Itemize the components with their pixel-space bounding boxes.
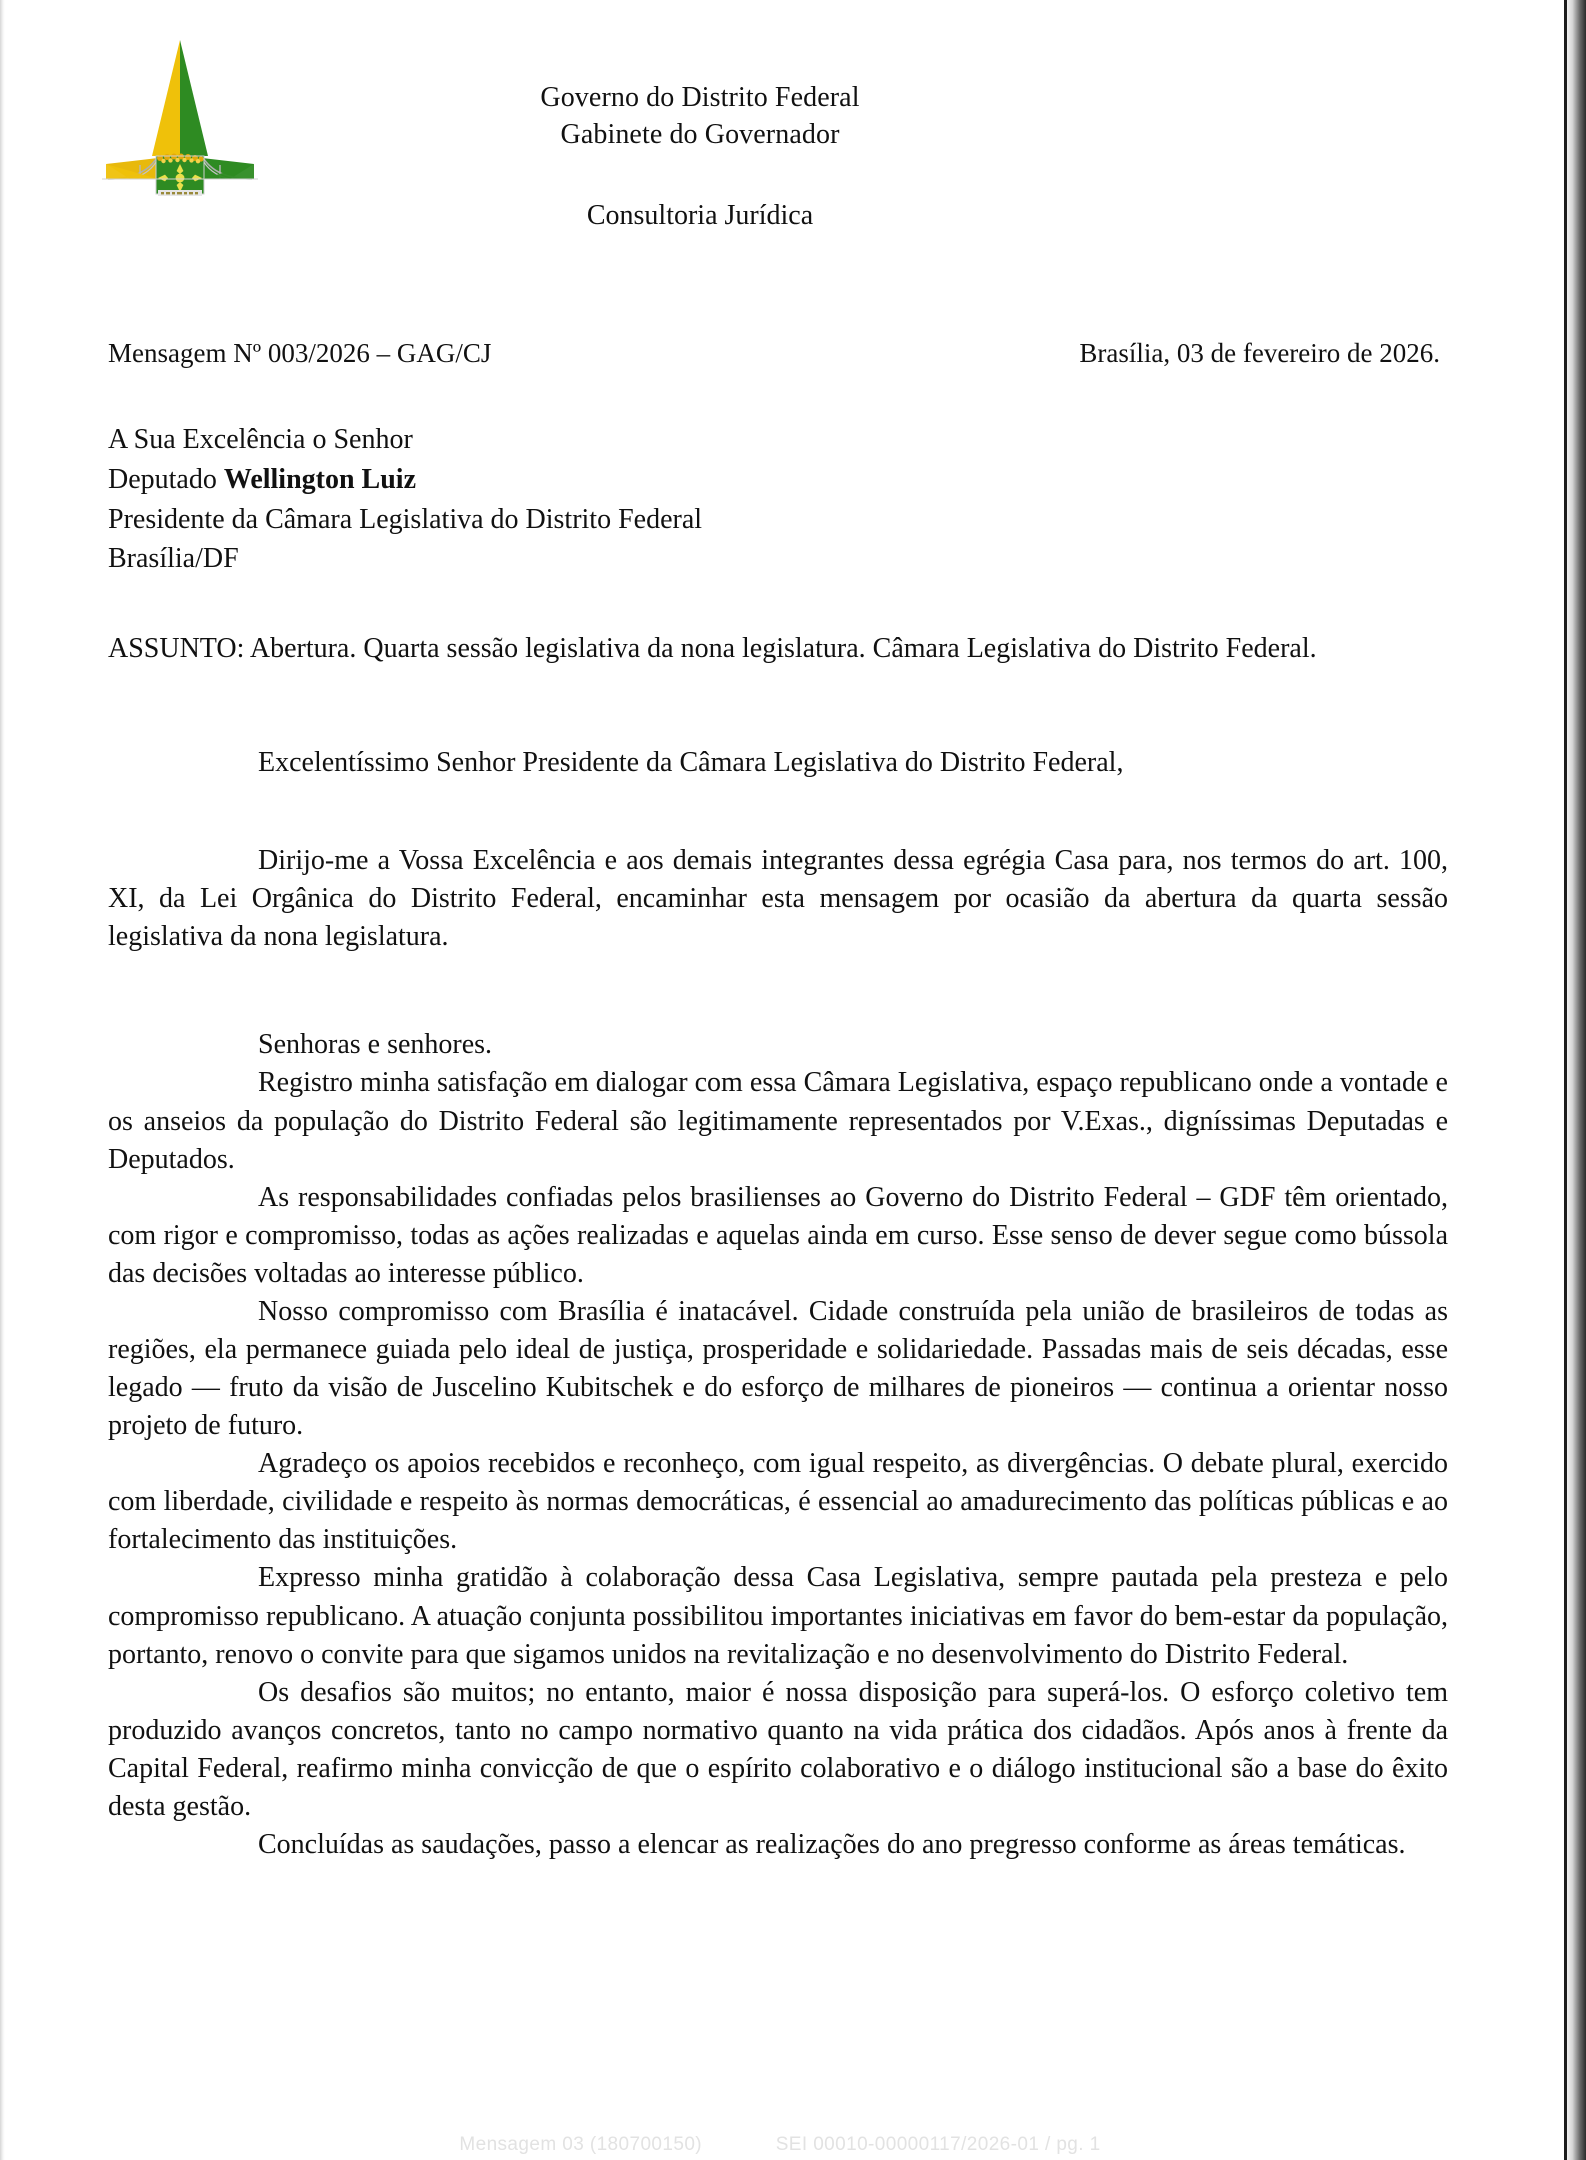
document-meta-row [108,338,1440,369]
place-and-date: Brasília, 03 de fevereiro de 2026. [1079,338,1440,368]
addressee-name-line [108,460,702,500]
body-paragraph: Registro minha satisfação em dialogar com essa Câmara Legislativa, espaço republicano onde a vontade e os anseios da população do Distrito Federal são legitimamente representados por V.Exas., digníssimas Deputadas e Deputados. [108,1067,1448,1175]
addressee-location: Brasília/DF [108,543,239,575]
letterhead [0,0,1560,240]
body-paragraph: As responsabilidades confiadas pelos brasilienses ao Governo do Distrito Federal – GDF têm orientado, com rigor e compromisso, todas as ações realizadas e aquelas ainda em curso. Esse senso de dever segue como bússola das decisões voltadas ao interesse público. [108,1181,1448,1289]
org-line-legal-unit: Consultoria Jurídica [586,200,814,231]
footer-document-id: Mensagem 03 (180700150) [459,2134,703,2155]
footer-sei-reference: SEI 00010-00000117/2026-01 / pg. 1 [775,2134,1101,2155]
salutation-line: Excelentíssimo Senhor Presidente da Câmara Legislativa do Distrito Federal, [258,747,1124,779]
addressee-title: Deputado [108,463,224,495]
body-paragraph: Senhoras e senhores. [258,1029,493,1061]
organization-heading [420,80,980,154]
addressee-honorific: A Sua Excelência o Senhor [108,424,413,455]
body-paragraph: Dirijo-me a Vossa Excelência e aos demais integrantes dessa egrégia Casa para, nos termos do art. 100, XI, da Lei Orgânica do Distrito Federal, encaminhar esta mensagem por ocasião da abertura da quarta sessão legislativa da nona legislatura. [108,845,1448,953]
brasilia-coat-of-arms-icon [100,38,260,200]
message-reference-number: Mensagem Nº 003/2026 – GAG/CJ [108,338,492,368]
body-paragraph: Nosso compromisso com Brasília é inatacável. Cidade construída pela união de brasileiros de todas as regiões, ela permanece guiada pelo ideal de justiça, prosperidade e solidariedade. Passadas mais de seis décadas, esse legado — fruto da visão de Juscelino Kubitschek e do esforço de milhares de pioneiros — continua a orientar nosso projeto de futuro. [108,1295,1448,1442]
page-right-edge-border [1564,0,1567,2160]
addressee-name: Wellington Luiz [223,463,417,495]
body-paragraph: Os desafios são muitos; no entanto, maior é nossa disposição para superá-los. O esforço coletivo tem produzido avanços concretos, tanto no campo normativo quanto na vida prática dos cidadãos. Após anos à frente da Capital Federal, reafirmo minha convicção de que o espírito colaborativo e o diálogo institucional são a base do êxito desta gestão. [108,1676,1448,1822]
org-line-government: Governo do Distrito Federal [540,82,860,113]
body-paragraph: Expresso minha gratidão à colaboração dessa Casa Legislativa, sempre pautada pela presteza e pelo compromisso republicano. A atuação conjunta possibilitou importantes iniciativas em favor do bem-estar da população, portanto, renovo o convite para que sigamos unidos na revitalização e no desenvolvimento do Distrito Federal. [108,1562,1448,1670]
sei-document-footer [0,2134,1560,2156]
subject-line: ASSUNTO: Abertura. Quarta sessão legislativa da nona legislatura. Câmara Legislativa do Distrito Federal. [108,633,1317,664]
addressee-role: Presidente da Câmara Legislativa do Distrito Federal [108,503,703,535]
body-paragraph: Agradeço os apoios recebidos e reconheço, com igual respeito, as divergências. O debate plural, exercido com liberdade, civilidade e respeito às normas democráticas, é essencial ao amadurecimento das políticas públicas e ao fortalecimento das instituições. [108,1448,1448,1556]
document-body [108,630,1448,1864]
page-right-edge-shadow [1564,0,1586,2160]
org-line-cabinet: Gabinete do Governador [560,118,840,150]
addressee-block [108,420,702,579]
body-paragraph: Concluídas as saudações, passo a elencar as realizações do ano pregresso conforme as áreas temáticas. [258,1829,1406,1861]
